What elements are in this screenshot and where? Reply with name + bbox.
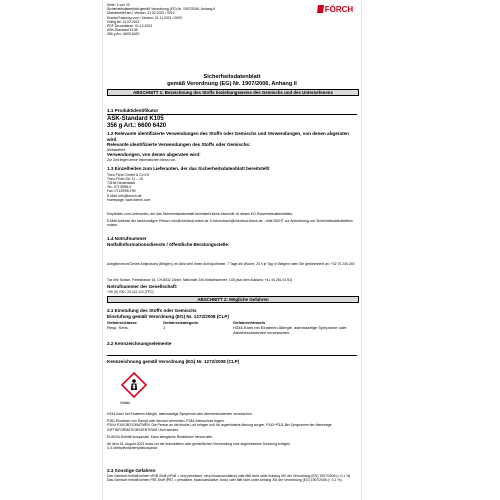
- title-line2: gemäß Verordnung (EG) Nr. 1907/2006, Anhang II: [167, 80, 297, 87]
- divider: [107, 114, 357, 115]
- expert-email-note: E-Mail-Adresse der sachkundigen Person: info@chemical-check.de, k.schmutzsch@chemical-check.de – bitte NICHT zur Anforderung von Sicherheitsdatenblättern nutzen.: [107, 219, 353, 228]
- meta-line: Gültig ab: 21.02.2022: [107, 19, 140, 24]
- heading-1-4: 1.4 Notrufnummer: [107, 236, 147, 241]
- table-header: Gefahrenhinweis: [233, 320, 266, 325]
- product-identifier: [107, 116, 357, 130]
- meta-line: Seite: 1 von 23: [107, 3, 130, 7]
- labelling-heading: [107, 359, 357, 365]
- health-hazard-pictogram-icon: [121, 372, 147, 398]
- foerch-logo: [317, 3, 357, 15]
- product-name: ASK-Standard K105: [107, 116, 164, 122]
- document-metadata: [107, 3, 277, 37]
- vpvb-note: Das Gemisch enthält keinen vPvB-Stoff (vPvB = very persistent, very bioaccumulative) oder fällt nicht unter Anhang XIII der Verordnung (EG) 1907/2006 (< 0,1 %).: [107, 473, 352, 478]
- section1-bar: ABSCHNITT 1: Bezeichnung des Stoffs beziehungsweise des Gemischs und des Unternehmens: [107, 89, 359, 96]
- heading-1-4c: Notrufnummer der Gesellschaft:: [107, 284, 178, 289]
- meta-line: ASK-Standard K105: [107, 28, 138, 33]
- precaution-line: P261-Einatmen von Dampf oder Aerosol vermeiden. P284-Atemschutz tragen.: [107, 419, 225, 424]
- company-phone: +49 (0) 700 / 24 112 112 (TFC): [107, 289, 154, 294]
- document-title: [107, 74, 357, 87]
- section-2-3: [107, 468, 357, 482]
- euh-line: EUH204-Enthält Isocyanate. Kann allergische Reaktionen hervorrufen.: [107, 434, 214, 439]
- classification-table: [107, 320, 357, 335]
- emergency-info-1: Antigifcentrum/Centre Antipoisons (Belgien), en Abid wird Ihnen Arzt/Apotheker, 7 Tage die Woche, 24 h je Tag; In Belgien rufen Sie gebührenfrei an: +32 70 245 245: [107, 262, 355, 266]
- supplier-address: [107, 173, 357, 202]
- section-1-1: [107, 108, 357, 114]
- supplier-note: Empfehlen zum Lieferanten, der das Sicherheitsdatenblatt bereitstellt siehe Abschnitt 16 dieses EG-Sicherheitsdatenblattes.: [107, 212, 294, 216]
- pictogram-label: Gefahr: [120, 401, 131, 405]
- heading-2-3: 2.3 Sonstige Gefahren: [107, 468, 156, 473]
- hazard-statements: [107, 412, 357, 450]
- section-2-2: [107, 341, 357, 347]
- heading-2-1: 2.1 Einstufung des Stoffs oder Gemischs: [107, 308, 197, 313]
- heading-1-2b: Relevante identifizierte Verwendungen des Stoffs oder Gemischs:: [107, 142, 251, 148]
- section2-bar: ABSCHNITT 2: Mögliche Gefahren: [107, 296, 359, 303]
- heading-1-3: 1.3 Einzelheiten zum Lieferanten, der das Sicherheitsdatenblatt bereitstellt: [107, 166, 270, 171]
- heading-1-4b: Notfallinformationsdienste / öffentliche Beratungsstelle:: [107, 241, 230, 247]
- table-cell: H334-Kann bei Einatmen Allergie, asthmaartige Symptome oder Atembeschwerden verursachen.: [233, 325, 347, 335]
- identified-use: Klebstoffreif: [107, 147, 125, 152]
- heading-2-2b: Kennzeichnung gemäß Verordnung (EG) Nr. 1272/2008 (CLP): [107, 359, 240, 364]
- section-2-1: [107, 308, 357, 319]
- precaution-line: P304+P340-BEI EINATMEN: Die Person an die frische Luft bringen und für ungehinderte Atmung sorgen. P342+P311-Bei Symptomen der Atemwege: GIFTINFORMATIONSZENTRUM / Arzt anrufen.: [107, 423, 333, 432]
- table-header: Gefahrenklasse: [107, 320, 137, 325]
- svg-text:FÖRCH: FÖRCH: [324, 5, 354, 14]
- heading-2-2: 2.2 Kennzeichnungselemente: [107, 341, 172, 346]
- meta-line: Ersetzt Fassung vom / Version: 01.11.2021 / 0009: [107, 15, 182, 20]
- section-1-4: [107, 236, 357, 247]
- supplier-homepage[interactable]: Homepage: www.foerch.com: [107, 197, 151, 202]
- heading-2-1b: Einstufung gemäß Verordnung (EG) Nr. 1272/2008 (CLP): [107, 313, 230, 319]
- table-cell: 1: [163, 325, 166, 330]
- company-emergency: [107, 284, 357, 294]
- substance-line: 4,4'-Methylendiphenyldiisocyanat: [107, 446, 157, 451]
- heading-1-2c: Verwendungen, von denen abgeraten wird:: [107, 151, 201, 157]
- emergency-info-2: Tox Info Suisse, Freiestrasse 16, CH-8032 Zürich: Nationale 24h-Notfallnummer: 145 (aus dem Ausland: +41 44 251 51 51): [107, 278, 293, 282]
- meta-line: PDF-Druckdatum: 01.12.2023: [107, 24, 153, 29]
- product-article: 356 g Art.: 6600 6420: [107, 123, 167, 129]
- table-header: Gefahrenkategorie: [163, 320, 199, 325]
- training-line: Ab dem 24. August 2023 muss vor der industriellen oder gewerblichen Verwendung eine angemessene Schulung erfolgen.: [107, 442, 291, 447]
- supplier-line: 74196 Neuenstadt: [107, 181, 135, 185]
- hazard-line: H334-Kann bei Einatmen Allergie, asthmaartige Symptome oder Atembeschwerden verursachen.: [107, 412, 253, 416]
- divider: [107, 355, 357, 356]
- meta-line: Sicherheitsdatenblatt gemäß Verordnung (EG) Nr. 1907/2006, Anhang II: [107, 7, 216, 12]
- supplier-line: Theo Förch GmbH & Co KG: [107, 172, 150, 177]
- meta-line: 356 g Art.: 6600 6420: [107, 32, 140, 37]
- title-line1: Sicherheitsdatenblatt: [203, 74, 261, 80]
- heading-1-1: 1.1 Produktidentifikator: [107, 108, 159, 113]
- heading-1-2: 1.2 Relevante identifizierte Verwendungen des Stoffs oder Gemischs und Verwendungen, von denen abgeraten wird: [107, 131, 349, 142]
- meta-line: Überarbeitet am / Version: 21.02.2022 / 0010: [107, 11, 175, 16]
- section-1-2: [107, 131, 357, 162]
- supplier-line: Theo-Förch-Str. 11 – 15: [107, 176, 143, 181]
- document-page: [102, 0, 362, 500]
- supplier-notes: [107, 212, 357, 228]
- section-1-3: [107, 166, 357, 202]
- advised-against-use: Zur Zeit liegen keine Informationen hierzu vor.: [107, 157, 176, 162]
- supplier-email[interactable]: E-Mail: info@foerch.de: [107, 193, 142, 198]
- table-cell: Resp. Sens.: [107, 325, 129, 330]
- pbt-note: Das Gemisch enthält keinen PBT-Stoff (PBT = persistent, bioaccumulative, toxic) oder fällt nicht unter Anhang XIII der Verordnung (EG) 1907/2006 (< 0,1 %).: [107, 477, 343, 482]
- supplier-line: Fax: 07139/95-199: [107, 189, 136, 194]
- supplier-line: Tel.: 07139/95-0: [107, 185, 132, 190]
